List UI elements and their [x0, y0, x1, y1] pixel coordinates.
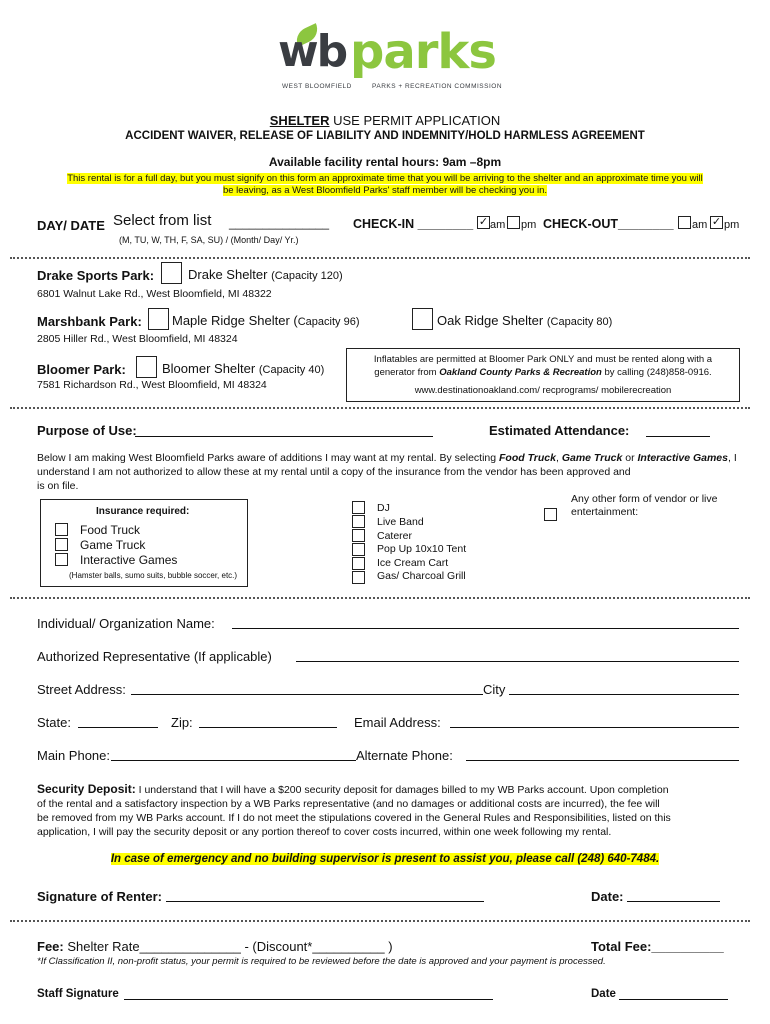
divider	[10, 920, 750, 922]
hours-text: Available facility rental hours: 9am –8pm	[268, 155, 502, 169]
vendor-other-line-1: Any other form of vendor or live	[571, 493, 718, 505]
maple-shelter-label: Maple Ridge Shelter (Capacity 96)	[172, 313, 360, 328]
classification-note: *If Classification II, non-profit status, your permit is required to be reviewed before the date is approved and your payment is processed.	[37, 956, 606, 967]
attendance-field[interactable]	[646, 436, 710, 437]
vendor-grill-checkbox[interactable]	[352, 571, 365, 584]
individual-field[interactable]	[232, 628, 739, 629]
insurance-food-truck-checkbox[interactable]	[55, 523, 68, 536]
inflatables-line-2: generator from Oakland County Parks & Recreation by calling (248)858-0916.	[374, 367, 712, 378]
vendor-ice-cream-checkbox[interactable]	[352, 557, 365, 570]
fee-row: Fee: Shelter Rate______________ - (Discount*__________ )	[37, 939, 393, 954]
additions-notice: Below I am making West Bloomfield Parks aware of additions I may want at my rental. By selecting Food Truck, Game Truck or Interactive Games, I understand I am not authorized to allow these at my rental until a copy of the insurance from the vendor has been approved and is on file.	[37, 452, 737, 492]
title-shelter: SHELTER	[269, 113, 330, 128]
inflatables-line-1: Inflatables are permitted at Bloomer Park ONLY and must be rented along with a	[373, 354, 713, 365]
date-hint: (M, TU, W, TH, F, SA, SU) / (Month/ Day/ Yr.)	[119, 235, 299, 245]
checkin-pm-label: pm	[521, 219, 537, 231]
drake-park-label: Drake Sports Park:	[37, 268, 155, 283]
email-field[interactable]	[450, 727, 739, 728]
vendor-ice-cream-label: Ice Cream Cart	[377, 557, 449, 569]
renter-signature-field[interactable]	[166, 901, 484, 902]
waiver-title: ACCIDENT WAIVER, RELEASE OF LIABILITY AND INDEMNITY/HOLD HARMLESS AGREEMENT	[125, 130, 645, 142]
bloomer-park-label: Bloomer Park:	[37, 362, 126, 377]
oak-shelter-checkbox[interactable]	[412, 308, 433, 330]
checkin-am-checkbox[interactable]: ✓	[478, 216, 489, 228]
title-rest: USE PERMIT APPLICATION	[329, 113, 501, 128]
logo	[278, 22, 503, 94]
logo-wb: wb	[278, 26, 347, 77]
staff-signature-label: Staff Signature	[37, 988, 119, 1000]
notice-line-1: This rental is for a full day, but you must signify on this form an approximate time that you will be arriving to the shelter and an approximate time you will	[67, 173, 703, 184]
zip-label: Zip:	[171, 715, 193, 730]
insurance-interactive-label: Interactive Games	[80, 553, 178, 567]
vendor-tent-label: Pop Up 10x10 Tent	[377, 543, 467, 555]
main-phone-field[interactable]	[111, 760, 356, 761]
city-label: City	[483, 682, 506, 697]
oak-shelter-label: Oak Ridge Shelter (Capacity 80)	[437, 313, 613, 328]
logo-subtitle-right: PARKS + RECREATION COMMISSION	[372, 83, 503, 90]
date-field[interactable]: _______________	[229, 216, 330, 230]
vendor-caterer-checkbox[interactable]	[352, 529, 365, 542]
zip-field[interactable]	[199, 727, 337, 728]
inflatables-link[interactable]: www.destinationoakland.com/ recprograms/ mobilerecreation	[414, 385, 672, 396]
drake-address: 6801 Walnut Lake Rd., West Bloomfield, MI 48322	[37, 288, 272, 300]
checkin-pm-checkbox[interactable]	[507, 216, 520, 229]
vendor-tent-checkbox[interactable]	[352, 543, 365, 556]
checkout-am-label: am	[692, 219, 708, 231]
vendor-other-checkbox[interactable]	[544, 508, 557, 521]
purpose-label: Purpose of Use:	[37, 423, 137, 438]
day-date-label: DAY/ DATE	[37, 218, 105, 233]
insurance-game-truck-checkbox[interactable]	[55, 538, 68, 551]
total-fee-label[interactable]: Total Fee:__________	[591, 939, 724, 954]
checkin-am-label: am	[490, 219, 506, 231]
staff-date-field[interactable]	[619, 999, 728, 1000]
checkout-pm-checkbox[interactable]: ✓	[711, 216, 722, 228]
marshbank-park-label: Marshbank Park:	[37, 314, 142, 329]
marshbank-address: 2805 Hiller Rd., West Bloomfield, MI 48324	[37, 333, 238, 345]
renter-signature-label: Signature of Renter:	[37, 889, 162, 904]
insurance-title: Insurance required:	[96, 506, 190, 517]
attendance-label: Estimated Attendance:	[489, 423, 630, 438]
vendor-dj-label: DJ	[377, 502, 390, 514]
vendor-dj-checkbox[interactable]	[352, 501, 365, 514]
drake-shelter-checkbox[interactable]	[161, 262, 182, 284]
representative-field[interactable]	[296, 661, 739, 662]
individual-label: Individual/ Organization Name:	[37, 616, 215, 631]
insurance-game-truck-label: Game Truck	[80, 538, 146, 552]
vendor-other-line-2: entertainment:	[571, 506, 639, 518]
staff-date-label: Date	[591, 988, 616, 1000]
email-label: Email Address:	[354, 715, 441, 730]
alt-phone-label: Alternate Phone:	[356, 748, 453, 763]
deposit-text: Security Deposit: I understand that I will have a $200 security deposit for damages billed to my WB Parks account. Upon completion of the rental and a satisfactory inspection by a WB Parks representative (and no damages or additional costs are incurred), the fee will be removed from my WB Parks account. If I do not meet the stipulations covered in the General Rules and Responsibilities, listed on this application, I will pay the security deposit or any portion thereof to cover costs incurred, within one week following my rental.	[37, 782, 671, 838]
insurance-interactive-checkbox[interactable]	[55, 553, 68, 566]
bloomer-shelter-label: Bloomer Shelter (Capacity 40)	[162, 361, 325, 376]
divider	[10, 597, 750, 599]
checkout-pm-label: pm	[724, 219, 740, 231]
city-field[interactable]	[509, 694, 739, 695]
checkin-label[interactable]: CHECK-IN ________	[353, 217, 474, 231]
purpose-field[interactable]	[135, 436, 433, 437]
divider	[10, 257, 750, 259]
notice-line-2: be leaving, as a West Bloomfield Parks' staff member will be checking you in.	[222, 185, 548, 196]
checkout-am-checkbox[interactable]	[678, 216, 691, 229]
date-select[interactable]: Select from list	[113, 212, 212, 229]
insurance-note: (Hamster balls, sumo suits, bubble soccer, etc.)	[69, 571, 238, 580]
inflatables-box	[346, 348, 740, 402]
street-label: Street Address:	[37, 682, 126, 697]
bloomer-shelter-checkbox[interactable]	[136, 356, 157, 378]
street-field[interactable]	[131, 694, 483, 695]
renter-date-field[interactable]	[627, 901, 720, 902]
maple-shelter-checkbox[interactable]	[148, 308, 169, 330]
checkout-label[interactable]: CHECK-OUT________	[543, 217, 674, 231]
logo-parks: parks	[350, 24, 496, 80]
staff-signature-field[interactable]	[124, 999, 493, 1000]
vendor-live-band-label: Live Band	[377, 516, 424, 528]
insurance-food-truck-label: Food Truck	[80, 523, 141, 537]
state-label: State:	[37, 715, 71, 730]
bloomer-address: 7581 Richardson Rd., West Bloomfield, MI 48324	[37, 379, 267, 391]
vendor-live-band-checkbox[interactable]	[352, 515, 365, 528]
main-phone-label: Main Phone:	[37, 748, 110, 763]
divider	[10, 407, 750, 409]
alt-phone-field[interactable]	[466, 760, 739, 761]
vendor-grill-label: Gas/ Charcoal Grill	[377, 570, 466, 582]
representative-label: Authorized Representative (If applicable)	[37, 649, 272, 664]
emergency-notice: In case of emergency and no building supervisor is present to assist you, please call (248) 640-7484.	[110, 853, 660, 865]
renter-date-label: Date:	[591, 889, 624, 904]
logo-subtitle-left: WEST BLOOMFIELD	[282, 83, 352, 90]
page-title	[0, 113, 770, 128]
vendor-caterer-label: Caterer	[377, 530, 413, 542]
state-field[interactable]	[78, 727, 158, 728]
insurance-box	[40, 499, 248, 587]
drake-shelter-label: Drake Shelter (Capacity 120)	[188, 267, 343, 282]
